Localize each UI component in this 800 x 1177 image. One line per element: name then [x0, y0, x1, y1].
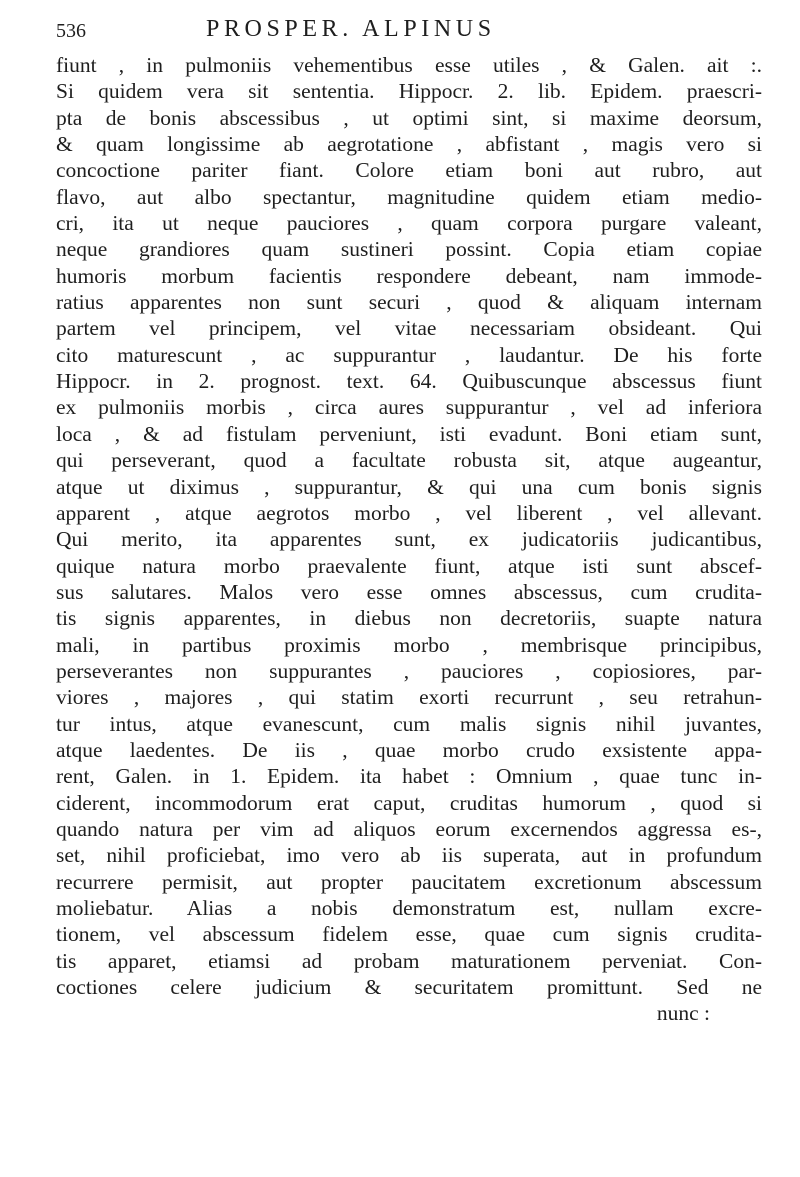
text-line: Hippocr. in 2. prognost. text. 64. Quibuscunque abscessus fiunt [56, 369, 762, 394]
text-line: mali, in partibus proximis morbo , membrisque principibus, [56, 632, 762, 657]
text-line: perseverantes non suppurantes , pauciores , copiosiores, par- [56, 658, 762, 683]
text-line: Si quidem vera sit sententia. Hippocr. 2. lib. Epidem. praescri- [56, 79, 762, 104]
text-line: tis signis apparentes, in diebus non decretoriis, suapte natura [56, 606, 762, 631]
text-line: sus salutares. Malos vero esse omnes abscessus, cum crudita- [56, 579, 762, 604]
body-text [56, 52, 762, 1027]
text-line: coctiones celere judicium & securitatem promittunt. Sed ne [56, 975, 762, 1000]
text-line: quando natura per vim ad aliquos eorum excernendos aggressa es-, [56, 816, 762, 841]
text-line: viores , majores , qui statim exorti recurrunt , seu retrahun- [56, 685, 762, 710]
text-line: neque grandiores quam sustineri possint. Copia etiam copiae [56, 237, 762, 262]
text-line: cito maturescunt , ac suppurantur , laudantur. De his forte [56, 342, 762, 367]
text-line: loca , & ad fistulam perveniunt, isti evadunt. Boni etiam sunt, [56, 421, 762, 446]
text-line: ratius apparentes non sunt securi , quod & aliquam internam [56, 290, 762, 315]
text-line: set, nihil proficiebat, imo vero ab iis superata, aut in profundum [56, 843, 762, 868]
book-page [56, 12, 762, 1027]
text-line: nunc : [656, 1001, 710, 1026]
text-line: apparent , atque aegrotos morbo , vel liberent , vel allevant. [56, 500, 762, 525]
text-line: quique natura morbo praevalente fiunt, atque isti sunt abscef- [56, 553, 762, 578]
running-head [56, 12, 762, 52]
text-line: atque laedentes. De iis , quae morbo crudo exsistente appa- [56, 737, 762, 762]
text-line: humoris morbum facientis respondere debeant, nam immode- [56, 263, 762, 288]
text-line: fiunt , in pulmoniis vehementibus esse utiles , & Galen. ait :. [56, 53, 762, 77]
text-line: recurrere permisit, aut propter paucitatem excretionum abscessum [56, 869, 762, 894]
text-line: concoctione pariter fiant. Colore etiam boni aut rubro, aut [56, 158, 762, 183]
text-line: atque ut diximus , suppurantur, & qui una cum bonis signis [56, 474, 762, 499]
text-line: partem vel principem, vel vitae necessariam obsideant. Qui [56, 316, 762, 341]
text-line: qui perseverant, quod a facultate robusta sit, atque augeantur, [56, 448, 762, 473]
text-line: tur intus, atque evanescunt, cum malis signis nihil juvantes, [56, 711, 762, 736]
text-line: ciderent, incommodorum erat caput, cruditas humorum , quod si [56, 790, 762, 815]
page-number: 536 [56, 20, 86, 42]
text-line: rent, Galen. in 1. Epidem. ita habet : Omnium , quae tunc in- [56, 764, 762, 789]
text-line: cri, ita ut neque pauciores , quam corpora purgare valeant, [56, 211, 762, 236]
text-line: flavo, aut albo spectantur, magnitudine quidem etiam medio- [56, 184, 762, 209]
text-line: & quam longissime ab aegrotatione , abfistant , magis vero si [56, 132, 762, 157]
running-title: PROSPER. ALPINUS [206, 16, 496, 42]
text-line: moliebatur. Alias a nobis demonstratum est, nullam excre- [56, 896, 762, 920]
text-line: pta de bonis abscessibus , ut optimi sint, si maxime deorsum, [56, 105, 762, 130]
text-line: tis apparet, etiamsi ad probam maturationem perveniat. Con- [56, 948, 762, 973]
text-line: Qui merito, ita apparentes sunt, ex judicatoriis judicantibus, [56, 527, 762, 552]
text-line: tionem, vel abscessum fidelem esse, quae cum signis crudita- [56, 922, 762, 947]
text-line: ex pulmoniis morbis , circa aures suppurantur , vel ad inferiora [56, 395, 762, 420]
